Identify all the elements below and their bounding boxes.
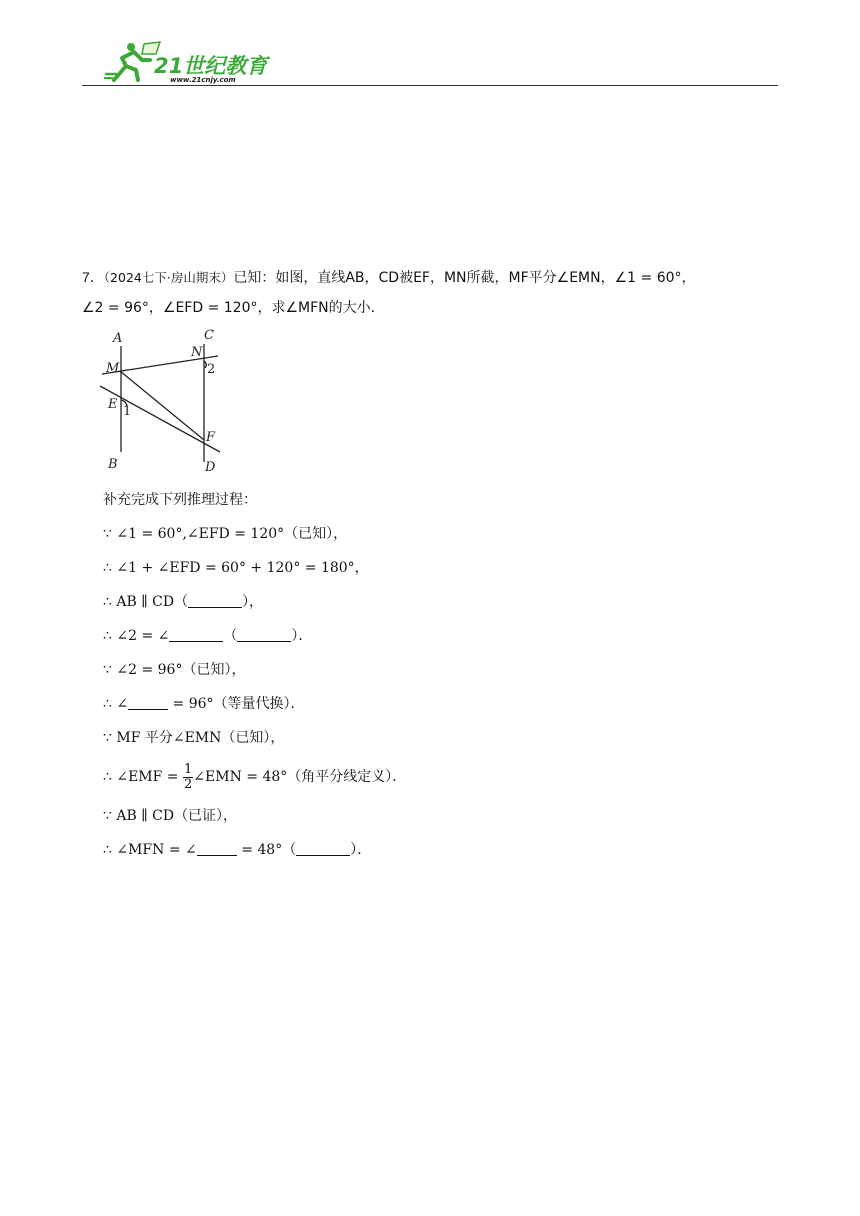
label-e: E <box>108 397 118 412</box>
label-n: N <box>191 345 203 360</box>
fraction-one-half: $\frac{1}{2}$ <box>184 761 193 792</box>
steps-intro: 补充完成下列推理过程： <box>103 492 257 508</box>
problem-source: （2024七下·房山期末） <box>103 270 234 285</box>
label-f: F <box>206 430 216 445</box>
runner-logo-icon <box>104 42 160 80</box>
step-6: ∴ ∠ = 96°（等量代换）． <box>103 696 305 712</box>
step-7: ∵ MF 平分∠EMN（已知）， <box>103 730 285 746</box>
step-9: ∵ AB ∥ CD（已证）， <box>103 808 238 824</box>
answer-blank[interactable] <box>188 593 242 608</box>
logo <box>104 40 304 84</box>
segment-mf <box>120 371 204 440</box>
answer-blank[interactable] <box>197 841 237 856</box>
label-d: D <box>205 460 216 475</box>
problem-line-1 <box>82 262 782 293</box>
logo-main-text: 21世纪教育 <box>154 54 268 78</box>
problem-statement <box>82 262 782 323</box>
step-1: ∵ ∠1 = 60°,∠EFD = 120°（已知）， <box>103 526 348 542</box>
answer-blank[interactable] <box>296 841 350 856</box>
step-10: ∴ ∠MFN = ∠ = 48°（ ）． <box>103 842 372 858</box>
problem-statement-line1: 已知：如图，直线AB，CD被EF，MN所截，MF平分∠EMN，∠1 = 60°， <box>233 270 696 286</box>
problem-line-2 <box>82 293 782 323</box>
page-header <box>82 40 778 86</box>
step-8: ∴ ∠EMF = $\frac{1}{2}$ ∠EMN = 48°（角平分线定义）． <box>103 761 407 792</box>
answer-blank[interactable] <box>169 627 223 642</box>
step-5: ∵ ∠2 = 96°（已知）， <box>103 662 246 678</box>
reasoning-steps <box>103 483 783 867</box>
label-c: C <box>204 328 214 343</box>
label-a: A <box>113 331 123 346</box>
step-3: ∴ AB ∥ CD（ ）， <box>103 594 264 610</box>
label-b: B <box>108 457 118 472</box>
geometry-figure <box>98 328 224 476</box>
header-divider <box>82 85 778 86</box>
step-4: ∴ ∠2 = ∠ （ ）． <box>103 628 313 644</box>
step-2: ∴ ∠1 + ∠EFD = 60° + 120° = 180°， <box>103 560 369 576</box>
answer-blank[interactable] <box>128 695 168 710</box>
line-ef <box>100 386 220 452</box>
label-angle-1: 1 <box>123 404 132 419</box>
label-m: M <box>106 361 120 376</box>
logo-url-text: www.21cnjy.com <box>170 76 236 84</box>
label-angle-2: 2 <box>207 362 216 377</box>
problem-statement-line2: ∠2 = 96°，∠EFD = 120°，求∠MFN的大小． <box>82 300 385 316</box>
answer-blank[interactable] <box>237 627 291 642</box>
problem-number: 7． <box>82 269 104 285</box>
